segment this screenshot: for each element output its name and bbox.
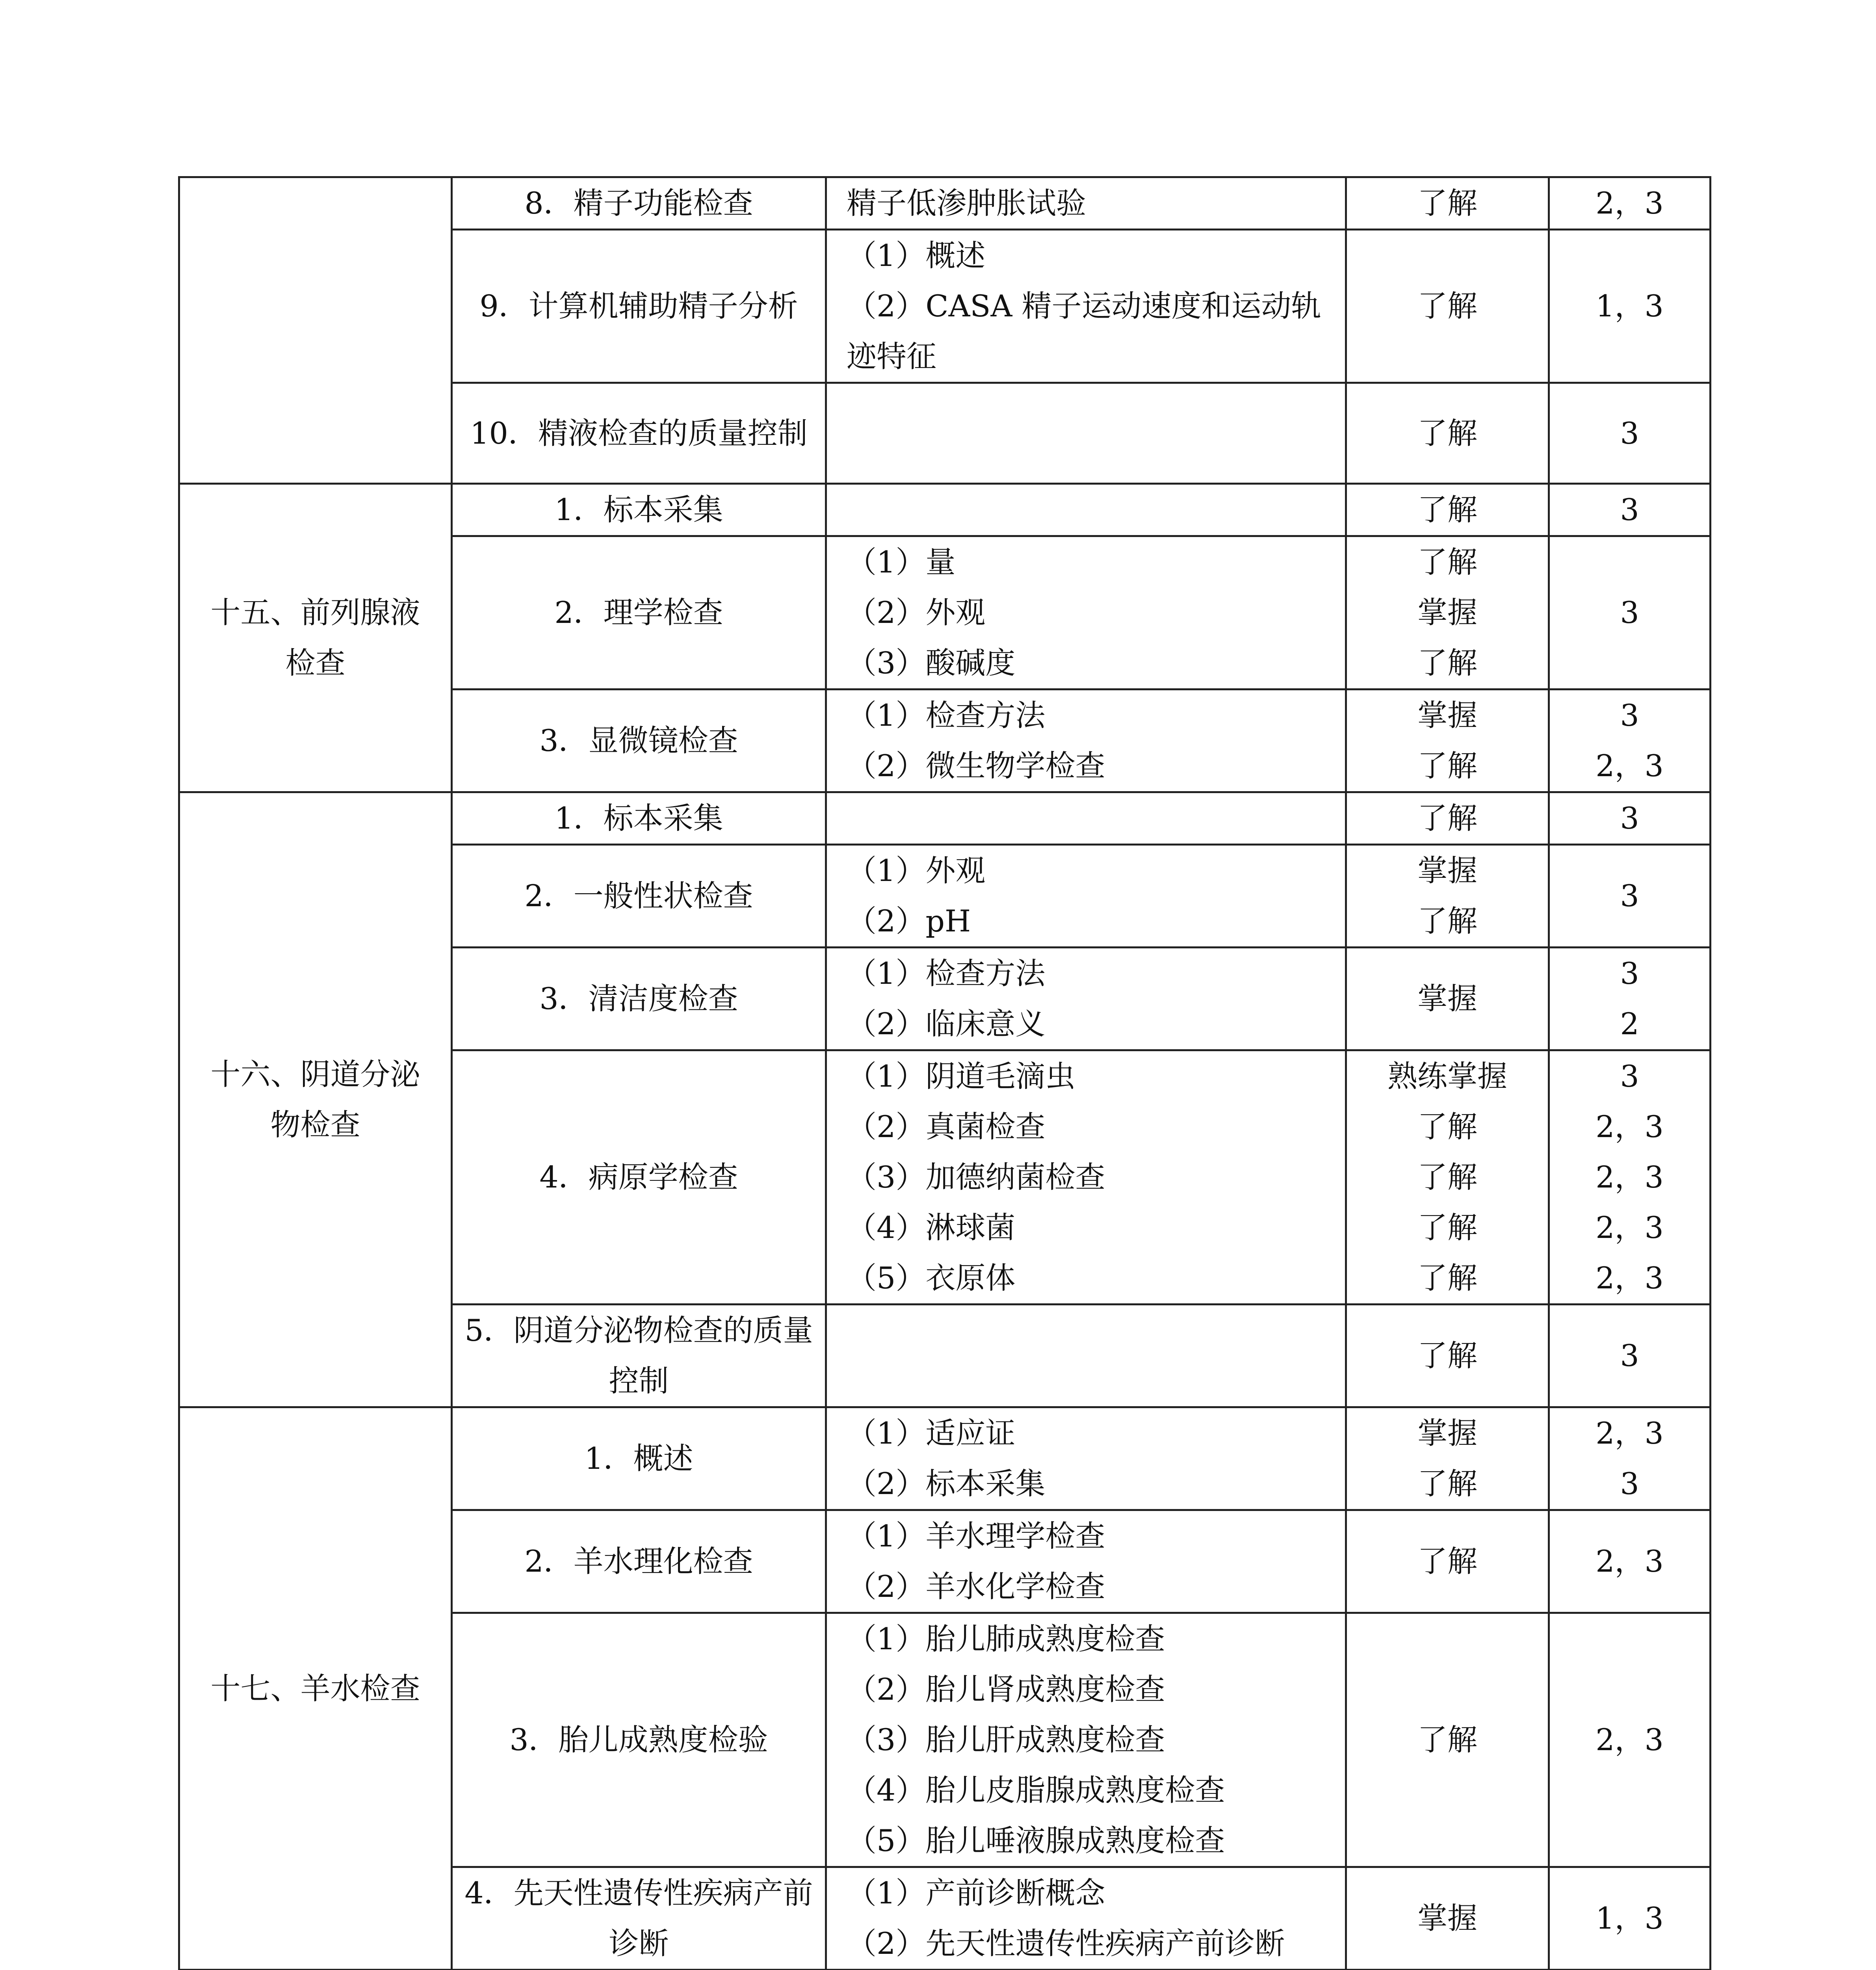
requirement-line: 掌握 (1417, 853, 1477, 888)
requirement-cell (1346, 484, 1549, 536)
level-line: 2，3 (1596, 1210, 1664, 1245)
requirement-line: 了解 (1417, 415, 1477, 451)
level-cell (1549, 536, 1711, 690)
requirement-line: 掌握 (1417, 981, 1477, 1016)
requirement-cell (1346, 1050, 1549, 1305)
requirement-line: 了解 (1417, 288, 1477, 323)
topic-cell: 8．精子功能检查 (452, 177, 826, 230)
level-cell (1549, 1050, 1711, 1305)
topic-cell: 9．计算机辅助精子分析 (452, 230, 826, 383)
content-line: （2）标本采集 (847, 1466, 1046, 1501)
level-line: 3 (1620, 801, 1639, 836)
requirement-line: 掌握 (1417, 595, 1477, 630)
requirement-cell (1346, 690, 1549, 792)
requirement-cell (1346, 1867, 1549, 1970)
requirement-line: 了解 (1417, 903, 1477, 939)
content-cell (826, 1050, 1346, 1305)
content-cell (826, 1613, 1346, 1867)
content-cell (826, 1510, 1346, 1613)
requirement-line: 了解 (1417, 545, 1477, 580)
topic-cell: 3．清洁度检查 (452, 948, 826, 1050)
requirement-line: 了解 (1417, 1338, 1477, 1373)
topic-cell: 4．先天性遗传性疾病产前诊断 (452, 1867, 826, 1970)
level-cell (1549, 690, 1711, 792)
level-line: 3 (1620, 1338, 1639, 1373)
content-line: （1）检查方法 (847, 698, 1046, 733)
requirement-cell (1346, 1305, 1549, 1407)
table-row (179, 484, 1711, 536)
content-line: （2）先天性遗传性疾病产前诊断 (847, 1926, 1285, 1961)
level-line: 1，3 (1596, 1901, 1664, 1936)
content-line: （2）真菌检查 (847, 1109, 1046, 1144)
requirement-cell (1346, 792, 1549, 845)
topic-cell: 2．羊水理化检查 (452, 1510, 826, 1613)
level-cell (1549, 1613, 1711, 1867)
topic-cell: 1．标本采集 (452, 484, 826, 536)
requirement-line: 了解 (1417, 492, 1477, 527)
content-cell (826, 484, 1346, 536)
table-row (179, 792, 1711, 845)
requirement-line: 了解 (1417, 1722, 1477, 1757)
requirement-line: 了解 (1417, 1466, 1477, 1501)
content-line: （1）外观 (847, 853, 986, 888)
level-cell (1549, 845, 1711, 948)
requirement-cell (1346, 536, 1549, 690)
level-cell (1549, 484, 1711, 536)
requirement-cell (1346, 948, 1549, 1050)
level-line: 1，3 (1596, 288, 1664, 323)
level-line: 3 (1620, 1466, 1639, 1501)
requirement-line: 掌握 (1417, 698, 1477, 733)
topic-cell: 2．一般性状检查 (452, 845, 826, 948)
level-line: 3 (1620, 698, 1639, 733)
content-cell (826, 1867, 1346, 1970)
level-cell (1549, 230, 1711, 383)
unit-cell: 十七、羊水检查 (179, 1407, 452, 1970)
syllabus-table (178, 176, 1711, 1970)
content-line: （4）胎儿皮脂腺成熟度检查 (847, 1773, 1225, 1808)
content-line: 精子低渗肿胀试验 (847, 186, 1086, 221)
topic-cell: 3．胎儿成熟度检验 (452, 1613, 826, 1867)
level-line: 3 (1620, 415, 1639, 451)
content-cell (826, 536, 1346, 690)
level-cell (1549, 792, 1711, 845)
topic-cell: 4．病原学检查 (452, 1050, 826, 1305)
requirement-line: 了解 (1417, 645, 1477, 680)
level-line: 3 (1620, 878, 1639, 913)
content-line: （2）临床意义 (847, 1006, 1046, 1041)
content-line: （5）胎儿唾液腺成熟度检查 (847, 1823, 1225, 1858)
content-line: （1）产前诊断概念 (847, 1875, 1105, 1911)
content-line: （5）衣原体 (847, 1260, 1016, 1295)
level-line: 2，3 (1596, 1722, 1664, 1757)
requirement-line: 了解 (1417, 186, 1477, 221)
level-line: 2，3 (1596, 748, 1664, 783)
table-row (179, 177, 1711, 230)
level-line: 3 (1620, 595, 1639, 630)
requirement-line: 了解 (1417, 1260, 1477, 1295)
level-line: 2，3 (1596, 1260, 1664, 1295)
topic-cell: 10．精液检查的质量控制 (452, 383, 826, 484)
level-line: 2，3 (1596, 1109, 1664, 1144)
level-line: 3 (1620, 956, 1639, 991)
requirement-line: 熟练掌握 (1387, 1059, 1507, 1094)
level-line: 3 (1620, 492, 1639, 527)
table-row (179, 1407, 1711, 1510)
content-cell (826, 1407, 1346, 1510)
content-line: （2）羊水化学检查 (847, 1569, 1105, 1604)
level-cell (1549, 948, 1711, 1050)
level-line: 2，3 (1596, 1160, 1664, 1195)
requirement-cell (1346, 1510, 1549, 1613)
content-line: （1）阴道毛滴虫 (847, 1059, 1075, 1094)
unit-cell: 十五、前列腺液检查 (179, 484, 452, 792)
requirement-line: 了解 (1417, 748, 1477, 783)
requirement-cell (1346, 1613, 1549, 1867)
requirement-line: 掌握 (1417, 1901, 1477, 1936)
requirement-cell (1346, 383, 1549, 484)
content-cell (826, 792, 1346, 845)
content-line: （2）胎儿肾成熟度检查 (847, 1672, 1165, 1707)
content-cell (826, 177, 1346, 230)
content-cell (826, 845, 1346, 948)
content-line: （1）检查方法 (847, 956, 1046, 991)
level-line: 2，3 (1596, 1544, 1664, 1579)
topic-cell: 2．理学检查 (452, 536, 826, 690)
topic-cell: 3．显微镜检查 (452, 690, 826, 792)
level-cell (1549, 1305, 1711, 1407)
content-cell (826, 690, 1346, 792)
level-cell (1549, 177, 1711, 230)
content-line: （1）概述 (847, 238, 986, 273)
requirement-line: 了解 (1417, 1210, 1477, 1245)
content-line: （1）量 (847, 545, 956, 580)
content-line: （3）酸碱度 (847, 645, 1016, 680)
level-line: 2，3 (1596, 186, 1664, 221)
level-cell (1549, 1510, 1711, 1613)
level-line: 2 (1620, 1006, 1639, 1041)
content-line: （3）胎儿肝成熟度检查 (847, 1722, 1165, 1757)
content-line: （1）胎儿肺成熟度检查 (847, 1621, 1165, 1656)
requirement-line: 了解 (1417, 1109, 1477, 1144)
requirement-line: 了解 (1417, 801, 1477, 836)
content-cell (826, 230, 1346, 383)
requirement-cell (1346, 177, 1549, 230)
level-line: 3 (1620, 1059, 1639, 1094)
content-cell (826, 1305, 1346, 1407)
unit-cell: 十六、阴道分泌物检查 (179, 792, 452, 1407)
requirement-cell (1346, 845, 1549, 948)
requirement-line: 了解 (1417, 1544, 1477, 1579)
content-line: （1）适应证 (847, 1416, 1016, 1451)
content-line: （2）pH (847, 903, 971, 939)
topic-cell: 1．概述 (452, 1407, 826, 1510)
content-line: （1）羊水理学检查 (847, 1518, 1105, 1554)
level-cell (1549, 383, 1711, 484)
requirement-line: 掌握 (1417, 1416, 1477, 1451)
content-line: （2）CASA 精子运动速度和运动轨迹特征 (847, 288, 1321, 374)
level-cell (1549, 1867, 1711, 1970)
unit-cell (179, 177, 452, 484)
content-line: （3）加德纳菌检查 (847, 1160, 1105, 1195)
content-cell (826, 948, 1346, 1050)
topic-cell: 1．标本采集 (452, 792, 826, 845)
requirement-line: 了解 (1417, 1160, 1477, 1195)
content-line: （2）外观 (847, 595, 986, 630)
content-line: （4）淋球菌 (847, 1210, 1016, 1245)
content-line: （2）微生物学检查 (847, 748, 1105, 783)
requirement-cell (1346, 230, 1549, 383)
level-line: 2，3 (1596, 1416, 1664, 1451)
topic-cell: 5．阴道分泌物检查的质量控制 (452, 1305, 826, 1407)
requirement-cell (1346, 1407, 1549, 1510)
level-cell (1549, 1407, 1711, 1510)
content-cell (826, 383, 1346, 484)
